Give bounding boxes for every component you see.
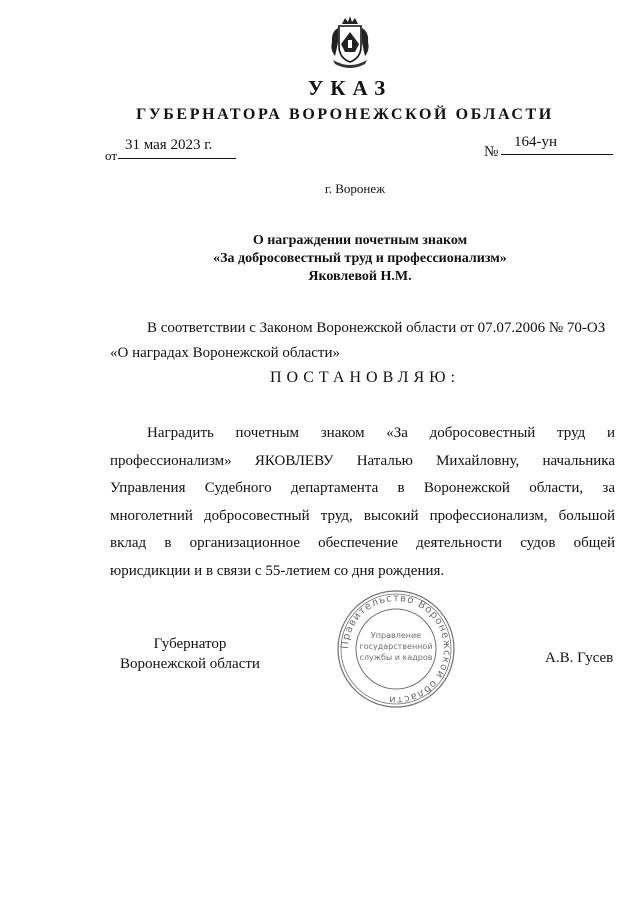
signatory-position xyxy=(115,634,265,674)
signatory-position-line-1: Губернатор xyxy=(153,636,227,652)
decree-word: ПОСТАНОВЛЯЮ: xyxy=(269,369,461,386)
body-line: юрисдикции и в связи с 55-летием со дня рождения. xyxy=(110,562,445,579)
document-title: УКАЗ xyxy=(307,76,393,100)
decree-body xyxy=(110,420,615,585)
subject-line-2: «За добросовестный труд и профессионализм» xyxy=(213,251,507,266)
body-line: многолетний добросовестный труд, высокий профессионализм, большой xyxy=(110,507,615,524)
body-line: Наградить почетным знаком «За добросовестный труд и xyxy=(147,425,615,441)
body-line: профессионализм» ЯКОВЛЕВУ Наталью Михайловну, начальника xyxy=(110,452,615,469)
subject-line-1: О награждении почетным знаком xyxy=(252,233,468,248)
signatory-position-line-2: Воронежской области xyxy=(120,656,260,672)
document-number: 164-ун xyxy=(514,134,558,150)
subject-heading xyxy=(0,232,640,286)
document-subtitle: ГУБЕРНАТОРА ВОРОНЕЖСКОЙ ОБЛАСТИ xyxy=(136,106,554,123)
preamble-line-1: В соответствии с Законом Воронежской области от 07.07.2006 № 70-ОЗ xyxy=(147,320,606,336)
stamp-center-line-1: Управление xyxy=(370,631,422,640)
stamp-center-line-2: государственной xyxy=(359,642,433,651)
body-line: Управления Судебного департамента в Воронежской области, за xyxy=(110,480,615,496)
coat-of-arms-icon xyxy=(325,14,375,72)
preamble-line-2: «О наградах Воронежской области» xyxy=(110,345,341,361)
city: г. Воронеж xyxy=(324,181,386,196)
document-date: 31 мая 2023 г. xyxy=(125,137,213,153)
official-stamp xyxy=(335,588,457,710)
date-underline xyxy=(118,158,236,159)
body-line: вклад в организационное обеспечение деятельности судов общей xyxy=(110,535,615,551)
subject-line-3: Яковлевой Н.М. xyxy=(308,269,412,284)
stamp-ring-text: Правительство Воронежской области xyxy=(339,592,453,706)
stamp-center-line-3: службы и кадров xyxy=(359,653,433,662)
number-underline xyxy=(501,154,613,155)
signatory-name: А.В. Гусев xyxy=(545,650,614,666)
date-prefix: от xyxy=(105,148,118,163)
number-label: № xyxy=(484,144,499,160)
